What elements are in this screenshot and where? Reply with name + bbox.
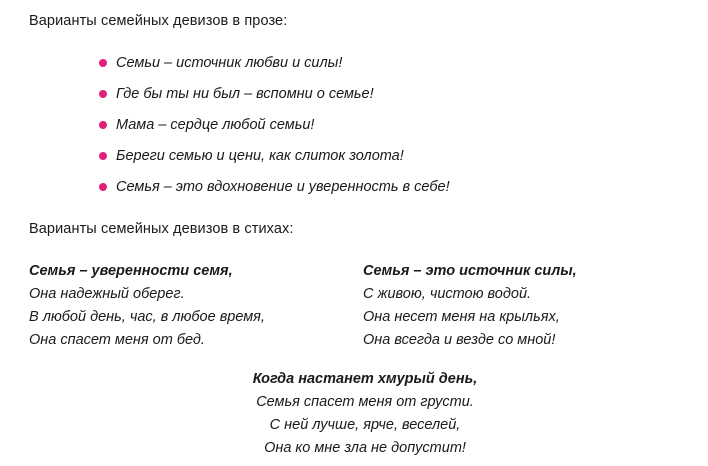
poem-title: Семья – уверенности семя, bbox=[29, 263, 233, 279]
poem-line: Семья спасет меня от грусти. bbox=[256, 394, 474, 410]
list-item bbox=[99, 116, 450, 147]
poem-line: Она ко мне зла не допустит! bbox=[264, 440, 466, 456]
list-item bbox=[99, 178, 450, 209]
list-item bbox=[99, 54, 450, 85]
poem-title: Когда настанет хмурый день, bbox=[252, 371, 478, 387]
poem-line: Она спасет меня от бед. bbox=[29, 332, 205, 348]
prose-heading: Варианты семейных девизов в прозе: bbox=[29, 13, 288, 29]
bullet-dot-icon bbox=[99, 152, 107, 160]
list-item bbox=[99, 147, 450, 178]
motto-text: Где бы ты ни был – вспомни о семье! bbox=[116, 86, 374, 102]
list-item bbox=[99, 85, 450, 116]
bullet-dot-icon bbox=[99, 90, 107, 98]
poem-line: Она надежный оберег. bbox=[29, 286, 185, 302]
motto-text: Семья – это вдохновение и уверенность в себе! bbox=[116, 179, 450, 195]
poem-left bbox=[29, 260, 265, 352]
bullet-dot-icon bbox=[99, 59, 107, 67]
poem-right bbox=[363, 260, 577, 352]
poem-line: С живою, чистою водой. bbox=[363, 286, 532, 302]
motto-text: Береги семью и цени, как слиток золота! bbox=[116, 148, 404, 164]
poem-line: В любой день, час, в любое время, bbox=[29, 309, 265, 325]
motto-text: Мама – сердце любой семьи! bbox=[116, 117, 315, 133]
verse-heading: Варианты семейных девизов в стихах: bbox=[29, 221, 294, 237]
motto-text: Семьи – источник любви и силы! bbox=[116, 55, 343, 71]
bullet-dot-icon bbox=[99, 121, 107, 129]
poem-line: Она несет меня на крыльях, bbox=[363, 309, 560, 325]
poem-line: Она всегда и везде со мной! bbox=[363, 332, 556, 348]
prose-motto-list bbox=[99, 54, 450, 209]
poem-center bbox=[200, 368, 530, 460]
bullet-dot-icon bbox=[99, 183, 107, 191]
poem-title: Семья – это источник силы, bbox=[363, 263, 577, 279]
poem-line: С ней лучше, ярче, веселей, bbox=[269, 417, 461, 433]
